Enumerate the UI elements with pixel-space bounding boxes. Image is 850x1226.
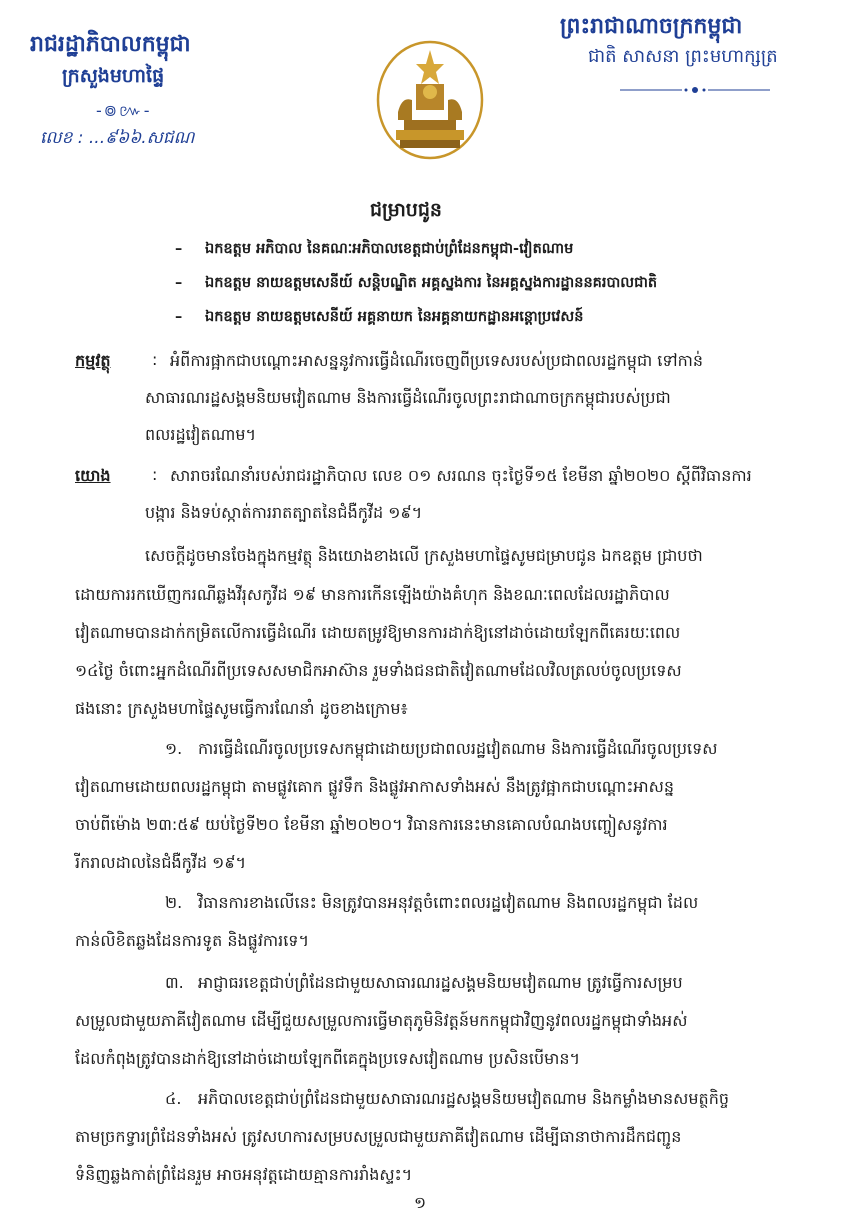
item-line: សម្រួលជាមួយភាគីវៀតណាម ដើម្បីជួយសម្រួលការធ្វើមាតុភូមិនិវត្តន៍មកកម្ពុជាវិញនូវពលរដ្ឋកម្ពុជាទាំងអស់ [75,1011,688,1030]
ministry-name: ក្រសួងមហាផ្ទៃ [62,65,165,87]
kingdom-title: ព្រះរាជាណាចក្រកម្ពុជា [560,14,743,39]
item-number: ៣. [165,973,184,992]
item-line: រីករាលដាលនៃជំងឺកូវីដ ១៩។ [75,853,247,872]
item-line: ចាប់ពីម៉ោង ២៣:៥៩ យប់ថ្ងៃទី២០ ខែមីនា ឆ្នាំ២០២០។ វិធានការនេះមានគោលបំណងបញ្ចៀសនូវការ [75,815,668,834]
national-motto: ជាតិ សាសនា ព្រះមហាក្សត្រ [588,46,778,67]
body-line: សេចក្ដីដូចមានចែងក្នុងកម្មវត្ថុ និងយោងខាងលើ ក្រសួងមហាផ្ទៃសូមជម្រាបជូន ឯកឧត្ដម ជ្រាបថា [145,546,703,565]
item-line: ទំនិញឆ្លងកាត់ព្រំដែនរួម អាចអនុវត្តដោយគ្មានការរាំងស្ទះ។ [75,1165,413,1184]
item-line: វៀតណាមដោយពលរដ្ឋកម្ពុជា តាមផ្លូវគោក ផ្លូវទឹក និងផ្លូវអាកាសទាំងអស់ នឹងត្រូវផ្អាកជាបណ្ដោះអាសន្ន [75,777,675,796]
recipients-title: ជម្រាបជូន [370,199,442,221]
subject-line: ពលរដ្ឋវៀតណាម។ [145,425,257,444]
item-line: ការធ្វើដំណើរចូលប្រទេសកម្ពុជាដោយប្រជាពលរដ្ឋវៀតណាម និងការធ្វើដំណើរចូលប្រទេស [198,739,718,758]
royal-emblem-icon [340,40,520,160]
recipient-text: ឯកឧត្តម នាយឧត្តមសេនីយ៍ សន្តិបណ្ឌិត អគ្គស្នងការ នៃអគ្គស្នងការដ្ឋាននគរបាលជាតិ [205,275,658,291]
item-line: កាន់លិខិតឆ្លងដែនការទូត និងផ្លូវការទេ។ [75,931,309,950]
recipient-text: ឯកឧត្តម អភិបាល នៃគណៈអភិបាលខេត្តជាប់ព្រំដែនកម្ពុជា-វៀតណាម [205,241,574,257]
recipient-item: – ឯកឧត្តម នាយឧត្តមសេនីយ៍ អគ្គនាយក នៃអគ្គនាយកដ្ឋានអន្តោប្រវេសន៍ [175,309,584,325]
body-line: ដោយការរកឃើញករណីឆ្លងវីរុសកូវីដ ១៩ មានការកើនឡើងយ៉ាងគំហុក និងខណៈពេលដែលរដ្ឋាភិបាល [75,585,670,604]
reference-number: លេខ : ...៩៦៦.សជណ [40,128,195,148]
reference-line: សារាចរណែនាំរបស់រាជរដ្ឋាភិបាល លេខ ០១ សរណន ចុះថ្ងៃទី១៥ ខែមីនា ឆ្នាំ២០២០ ស្ដីពីវិធានការ [170,466,752,485]
recipient-item: – ឯកឧត្តម អភិបាល នៃគណៈអភិបាលខេត្តជាប់ព្រំដែនកម្ពុជា-វៀតណាម [175,241,574,257]
recipient-text: ឯកឧត្តម នាយឧត្តមសេនីយ៍ អគ្គនាយក នៃអគ្គនាយកដ្ឋានអន្តោប្រវេសន៍ [205,309,584,325]
item-line: ដែលកំពុងត្រូវបានដាក់ឱ្យនៅដាច់ដោយឡែកពីគេក្នុងប្រទេសវៀតណាម ប្រសិនបើមាន។ [75,1049,581,1068]
ornament-line-icon [620,82,770,96]
subject-colon: : [152,350,158,369]
body-line: វៀតណាមបានដាក់កម្រិតលើការធ្វើដំណើរ ដោយតម្រូវឱ្យមានការដាក់ឱ្យនៅដាច់ដោយឡែកពីគេរយៈពេល [75,623,681,642]
government-title: រាជរដ្ឋាភិបាលកម្ពុជា [30,32,191,57]
reference-label: យោង [75,466,111,485]
item-line: អាជ្ញាធរខេត្តជាប់ព្រំដែនជាមួយសាធារណរដ្ឋសង្គមនិយមវៀតណាម ត្រូវធ្វើការសម្រប [198,973,683,992]
body-line: ១៤ថ្ងៃ ចំពោះអ្នកដំណើរពីប្រទេសសមាជិកអាស៊ាន រួមទាំងជនជាតិវៀតណាមដែលវិលត្រលប់ចូលប្រទេស [75,661,682,680]
item-number: ៤. [165,1089,182,1108]
ornament-divider: -៙៚- [96,101,152,120]
subject-line: អំពីការផ្អាកជាបណ្ដោះអាសន្ននូវការធ្វើដំណើរចេញពីប្រទេសរបស់ប្រជាពលរដ្ឋកម្ពុជា ទៅកាន់ [170,351,703,370]
item-number: ១. [165,739,183,758]
reference-colon: : [152,465,158,484]
item-number: ២. [165,893,183,912]
item-line: តាមច្រកទ្វារព្រំដែនទាំងអស់ ត្រូវសហការសម្របសម្រួលជាមួយភាគីវៀតណាម ដើម្បីធានាថាការដឹកជញ្ជូន [75,1127,682,1146]
item-line: វិធានការខាងលើនេះ មិនត្រូវបានអនុវត្តចំពោះពលរដ្ឋវៀតណាម និងពលរដ្ឋកម្ពុជា ដែល [198,893,699,912]
subject-line: សាធារណរដ្ឋសង្គមនិយមវៀតណាម និងការធ្វើដំណើរចូលព្រះរាជាណាចក្រកម្ពុជារបស់ប្រជា [145,388,671,407]
page-number: ១ [414,1193,427,1212]
item-line: អភិបាលខេត្តជាប់ព្រំដែនជាមួយសាធារណរដ្ឋសង្គមនិយមវៀតណាម និងកម្លាំងមានសមត្ថកិច្ច [198,1089,730,1108]
body-line: ផងនោះ ក្រសួងមហាផ្ទៃសូមធ្វើការណែនាំ ដូចខាងក្រោម៖ [75,699,408,718]
recipient-item: – ឯកឧត្តម នាយឧត្តមសេនីយ៍ សន្តិបណ្ឌិត អគ្គស្នងការ នៃអគ្គស្នងការដ្ឋាននគរបាលជាតិ [175,275,658,291]
subject-label: កម្មវត្ថុ [75,351,111,370]
reference-line: បង្ការ និងទប់ស្កាត់ការរាតត្បាតនៃជំងឺកូវីដ ១៩។ [145,503,423,522]
